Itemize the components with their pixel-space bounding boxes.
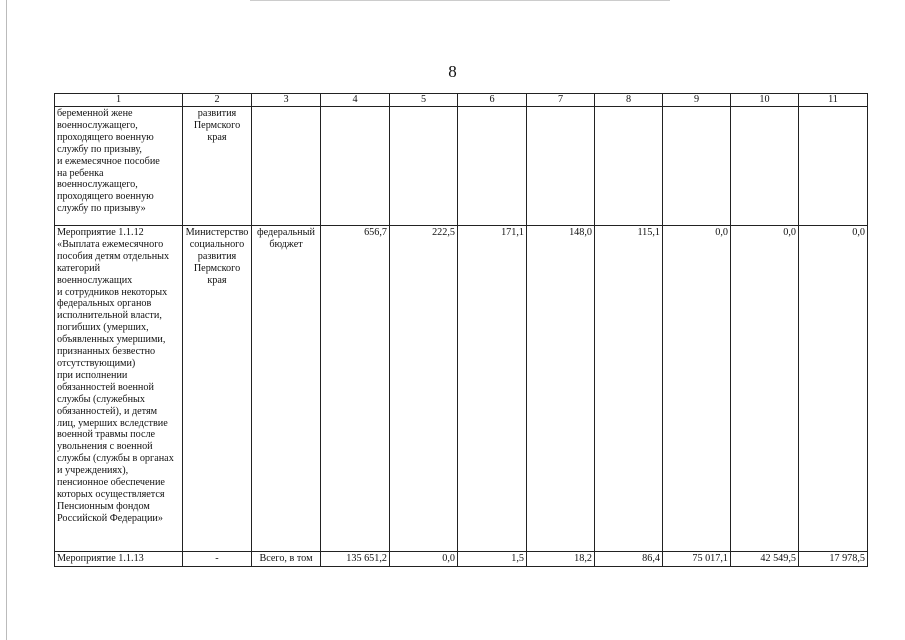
text-line: - <box>215 553 219 564</box>
value-cell: 42 549,5 <box>731 552 799 567</box>
value-cell: 0,0 <box>799 226 868 552</box>
value-cell: 135 651,2 <box>321 552 390 567</box>
text-line: развития <box>197 250 237 262</box>
column-number: 4 <box>321 94 390 107</box>
column-number: 9 <box>663 94 731 107</box>
page-number: 8 <box>448 62 457 81</box>
value-cell: 1,5 <box>458 552 527 567</box>
measure-name-cell <box>55 107 183 226</box>
value-cell: 0,0 <box>731 226 799 552</box>
text-line: развития <box>197 108 237 119</box>
scan-edge-top <box>250 0 670 1</box>
value-cell: 115,1 <box>595 226 663 552</box>
value-cell: 148,0 <box>527 226 595 552</box>
value-cell: 0,0 <box>390 552 458 567</box>
text-line: и учреждениях), <box>57 465 129 477</box>
scan-edge <box>6 0 7 640</box>
table-row <box>55 226 868 552</box>
text-line: Российской Федерации» <box>57 512 163 524</box>
column-number: 1 <box>55 94 183 107</box>
source-cell <box>252 552 321 567</box>
measure-name-cell <box>55 552 183 567</box>
value-cell <box>527 107 595 226</box>
text-line: Министерство <box>185 227 249 238</box>
value-cell: 75 017,1 <box>663 552 731 567</box>
column-number: 6 <box>458 94 527 107</box>
executor-cell <box>183 226 252 552</box>
text-line: военнослужащих <box>57 274 133 286</box>
text-line: края <box>207 131 227 143</box>
value-cell: 17 978,5 <box>799 552 868 567</box>
text-line: Пермского <box>193 119 241 131</box>
text-line: на ребенка <box>57 167 104 179</box>
text-line: Мероприятие 1.1.13 <box>57 553 144 564</box>
value-cell: 86,4 <box>595 552 663 567</box>
measure-name-cell <box>55 226 183 552</box>
text-line: федеральный <box>257 227 315 238</box>
text-line: беременной жене <box>57 108 133 119</box>
text-line: военной травмы после <box>57 429 156 441</box>
text-line: пенсионное обеспечение <box>57 477 165 489</box>
text-line: объявленных умершими, <box>57 334 166 346</box>
source-cell <box>252 107 321 226</box>
value-cell: 171,1 <box>458 226 527 552</box>
value-cell <box>321 107 390 226</box>
value-cell <box>390 107 458 226</box>
text-line: «Выплата ежемесячного <box>57 238 164 250</box>
text-line: службы (служебных <box>57 393 146 405</box>
text-line: проходящего военную <box>57 131 154 143</box>
text-line: обязанностей военной <box>57 381 154 393</box>
column-number: 3 <box>252 94 321 107</box>
value-cell <box>731 107 799 226</box>
text-line: увольнения с военной <box>57 441 153 453</box>
text-line: пособия детям отдельных <box>57 250 170 262</box>
column-number: 7 <box>527 94 595 107</box>
text-line: бюджет <box>269 238 303 250</box>
column-number: 2 <box>183 94 252 107</box>
text-line: погибших (умерших, <box>57 322 149 334</box>
value-cell: 18,2 <box>527 552 595 567</box>
text-line: отсутствующими) <box>57 357 136 369</box>
column-number-row <box>55 94 868 107</box>
text-line: службы (службы в органах <box>57 453 174 465</box>
text-line: и ежемесячное пособие <box>57 155 160 167</box>
value-cell: 222,5 <box>390 226 458 552</box>
text-line: Всего, в том <box>259 553 313 564</box>
text-line: и сотрудников некоторых <box>57 286 168 298</box>
text-line: Мероприятие 1.1.12 <box>57 227 144 238</box>
text-line: обязанностей), и детям <box>57 405 158 417</box>
column-number: 8 <box>595 94 663 107</box>
executor-cell <box>183 107 252 226</box>
text-line: службу по призыву» <box>57 203 146 215</box>
text-line: края <box>207 274 227 286</box>
text-line: социального <box>189 238 245 250</box>
text-line: военнослужащего, <box>57 119 138 131</box>
column-number: 11 <box>799 94 868 107</box>
text-line: Пенсионным фондом <box>57 500 150 512</box>
value-cell: 0,0 <box>663 226 731 552</box>
text-line: которых осуществляется <box>57 488 165 500</box>
text-line: категорий <box>57 262 101 274</box>
value-cell <box>595 107 663 226</box>
text-line: службу по призыву, <box>57 143 142 155</box>
text-line: военнослужащего, <box>57 179 138 191</box>
text-line: федеральных органов <box>57 298 152 310</box>
source-cell <box>252 226 321 552</box>
column-number: 10 <box>731 94 799 107</box>
text-line: исполнительной власти, <box>57 310 162 322</box>
table-row <box>55 107 868 226</box>
text-line: лиц, умерших вследствие <box>57 417 168 429</box>
budget-table <box>54 93 868 567</box>
value-cell <box>799 107 868 226</box>
table-row <box>55 552 868 567</box>
text-line: при исполнении <box>57 369 128 381</box>
value-cell <box>663 107 731 226</box>
value-cell <box>458 107 527 226</box>
text-line: проходящего военную <box>57 191 154 203</box>
executor-cell <box>183 552 252 567</box>
value-cell: 656,7 <box>321 226 390 552</box>
column-number: 5 <box>390 94 458 107</box>
text-line: признанных безвестно <box>57 346 156 358</box>
text-line: Пермского <box>193 262 241 274</box>
